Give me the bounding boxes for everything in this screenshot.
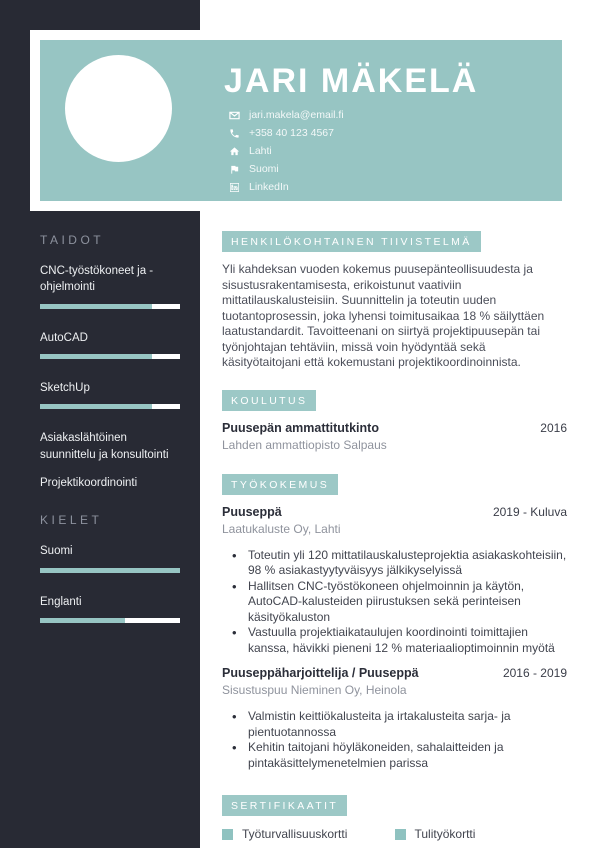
job-date: 2019 - Kuluva [492,504,567,519]
section-heading-education: KOULUTUS [222,390,316,411]
summary-text: Yli kahdeksan vuoden kokemus puusepänteollisuudesta ja sisustusrakentamisesta, erikoistunut vaativiin mittatilauskalusteisiin. Suunnittelin ja toteutin uuden tuotantoprosessin, joka lyhensi toimitusaikaa 18 % säilyttäen laatustandardit. Tavoitteenani on siirtyä projektipuusepän tai työnjohtajan tehtäviin, missä voin hyödyntää sekä käsityötaitojani että kokemustani projektikoordinoinnista. [222,262,545,369]
contact-city-text: Lahti [249,145,272,157]
main-column [222,231,567,841]
language-bar-fill [40,618,125,623]
skill-label: CNC-työstökoneet ja -ohjelmointi [40,265,154,294]
language-label: Suomi [40,545,73,558]
bullet-item: • Valmistin keittiökalusteita ja irtakalusteita sarja- ja pientuotannossa [222,709,567,740]
job-org: Laatukaluste Oy, Lahti [222,521,341,536]
contact-phone [228,124,344,142]
job-date: 2016 - 2019 [502,666,567,680]
contact-country [228,160,344,178]
language-bar [40,568,180,573]
skill-item [40,430,180,463]
job-entry [222,505,567,519]
contact-phone-text: +358 40 123 4567 [249,127,334,139]
skill-item [40,380,180,409]
section-heading-summary: HENKILÖKOHTAINEN TIIVISTELMÄ [222,231,481,252]
skill-item [40,263,180,309]
language-label: Englanti [40,595,82,608]
contact-linkedin[interactable] [228,178,344,196]
skill-bar-fill [40,404,152,409]
skill-label: Asiakaslähtöinen suunnittelu ja konsultointi [40,432,169,461]
education-date: 2016 [540,420,567,435]
certificates-row [222,827,567,841]
header-card [40,40,562,201]
person-name: JARI MÄKELÄ [224,62,479,100]
contact-city [228,142,344,160]
certificate-item [395,827,568,841]
education-org: Lahden ammattiopisto Salpaus [222,437,387,452]
skill-bar-fill [40,304,152,309]
home-icon [228,145,240,157]
contact-email-text: jari.makela@email.fi [249,109,344,121]
skill-label: AutoCAD [40,331,88,344]
contact-list [228,106,344,196]
linkedin-icon [228,181,240,193]
section-heading-certificates: SERTIFIKAATIT [222,795,347,816]
skill-item [40,330,180,359]
skill-bar [40,404,180,409]
skill-bar [40,304,180,309]
bullet-item: • Hallitsen CNC-työstökoneen ohjelmoinnin ja käytön, AutoCAD-kalusteiden piirustuksen sekä perinteisen käsityökaluston [222,579,567,626]
language-bar [40,618,180,623]
certificate-label: Tulityökortti [414,827,476,841]
phone-icon [228,127,240,139]
bullet-item: • Vastuulla projektiaikataulujen koordinointi toimittajien kanssa, hävikki pieneni 12 % materiaalioptimoinnin myötä [222,625,567,656]
language-item [40,594,180,623]
certificate-bullet-icon [222,829,233,840]
education-title: Puusepän ammattitutkinto [222,420,379,435]
job-bullets [222,709,567,771]
email-icon [228,109,240,121]
job-org: Sisustuspuu Nieminen Oy, Heinola [222,683,407,697]
contact-email[interactable] [228,106,344,124]
language-item [40,543,180,572]
avatar [65,55,172,162]
language-bar-fill [40,568,180,573]
sidebar-content [40,233,180,644]
job-title: Puuseppä [222,504,282,519]
certificate-bullet-icon [395,829,406,840]
skill-label: SketchUp [40,381,90,394]
bullet-item: • Toteutin yli 120 mittatilauskalusteprojektia asiakaskohteisiin, 98 % asiakastyytyväisyys jälkikyselyissä [222,548,567,579]
skill-label: Projektikoordinointi [40,476,138,489]
contact-country-text: Suomi [249,163,279,175]
bullet-item: • Kehitin taitojani höyläkoneiden, sahalaitteiden ja pintakäsittelymenetelmien parissa [222,740,567,771]
job-bullets [222,548,567,657]
section-heading-experience: TYÖKOKEMUS [222,474,338,495]
languages-section [40,513,180,623]
languages-heading: KIELET [40,513,103,528]
education-entry [222,421,567,435]
job-title: Puuseppäharjoittelija / Puuseppä [222,666,419,680]
skill-bar-fill [40,354,152,359]
skill-item [40,475,180,491]
skills-heading: TAIDOT [40,233,105,247]
job-entry [222,666,567,680]
skill-bar [40,354,180,359]
certificate-label: Työturvallisuuskortti [242,827,348,841]
contact-linkedin-text: LinkedIn [249,181,289,193]
flag-icon [228,163,240,175]
certificate-item [222,827,395,841]
